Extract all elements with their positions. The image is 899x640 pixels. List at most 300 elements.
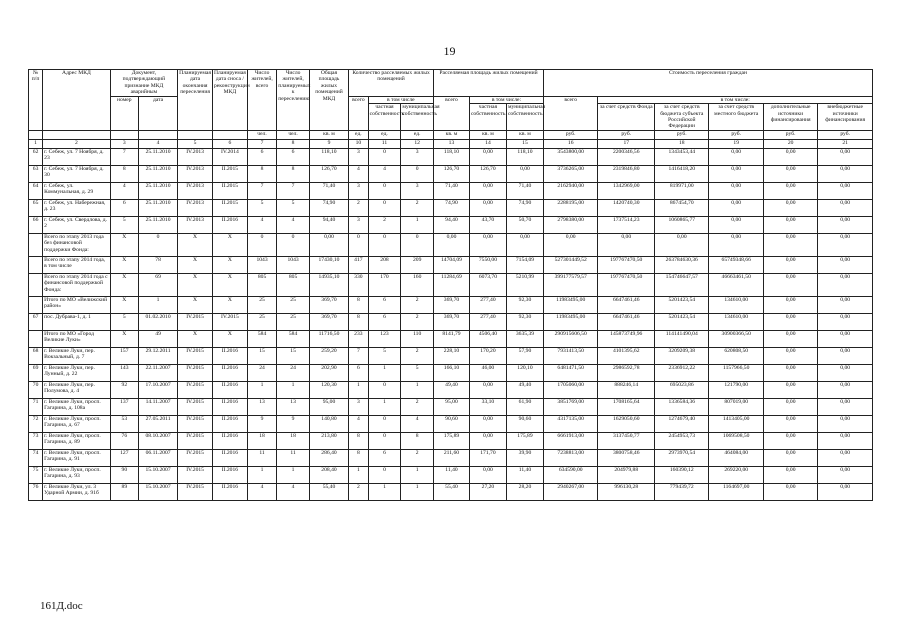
table-cell: 7931413,50 <box>543 347 597 364</box>
table-cell: 53 <box>110 415 138 432</box>
table-cell: 0,00 <box>709 233 763 256</box>
table-cell: 11,40 <box>506 466 543 483</box>
table-row <box>29 182 873 199</box>
table-cell: 1043 <box>247 256 276 273</box>
table-cell: II.2016 <box>213 432 248 449</box>
table-cell: 584 <box>247 330 276 347</box>
table-cell: II.2016 <box>213 364 248 381</box>
table-cell: 1413405,00 <box>709 415 763 432</box>
table-cell: 2454953,73 <box>655 432 709 449</box>
table-cell: 0,00 <box>434 233 470 256</box>
table-cell: 8 <box>401 432 434 449</box>
unit-cell: чел. <box>247 130 276 139</box>
table-cell: 0,00 <box>818 398 873 415</box>
table-cell: 369,70 <box>434 296 470 313</box>
col-count-private: частная собственность <box>368 104 401 131</box>
table-cell: 06.11.2007 <box>138 449 177 466</box>
table-cell: X <box>213 256 248 273</box>
table-cell: 76 <box>29 483 43 500</box>
table-cell: 95,00 <box>309 398 348 415</box>
table-cell: 46663461,50 <box>709 273 763 296</box>
table-cell: 8 <box>349 449 369 466</box>
table-cell: 0 <box>368 466 401 483</box>
table-cell: 0,00 <box>818 199 873 216</box>
table-cell: 213,80 <box>309 432 348 449</box>
table-cell: 94,40 <box>434 216 470 233</box>
table-cell: 6647461,46 <box>598 296 655 313</box>
table-cell: 5 <box>368 347 401 364</box>
table-cell: 0,00 <box>818 148 873 165</box>
table-cell: 6 <box>110 199 138 216</box>
table-cell: 1 <box>401 483 434 500</box>
table-cell: 0,00 <box>818 165 873 182</box>
table-cell: 0,00 <box>709 148 763 165</box>
table-cell: IV.2013 <box>178 148 213 165</box>
table-cell: IV.2015 <box>178 466 213 483</box>
unit-cell: ед. <box>368 130 401 139</box>
table-cell: 67 <box>29 313 43 330</box>
unit-cell: ед. <box>349 130 369 139</box>
table-cell: 7550,00 <box>469 256 506 273</box>
table-cell: 0,00 <box>818 296 873 313</box>
table-cell: 6 <box>277 148 310 165</box>
address-cell: г. Великие Луки, просп. Гагарина, д. 67 <box>43 415 111 432</box>
table-cell: 0 <box>247 233 276 256</box>
table-cell: IV.2014 <box>213 148 248 165</box>
table-cell <box>29 256 43 273</box>
table-cell: 25.11.2010 <box>138 182 177 199</box>
table-cell: IV.2015 <box>178 381 213 398</box>
table-cell: 290915606,50 <box>543 330 597 347</box>
table-cell: 18 <box>247 432 276 449</box>
table-cell: 28,20 <box>506 483 543 500</box>
table-cell: 369,70 <box>309 296 348 313</box>
table-cell: 0,00 <box>818 449 873 466</box>
table-cell: 2 <box>401 313 434 330</box>
table-cell: II.2016 <box>213 483 248 500</box>
table-cell: 209 <box>401 256 434 273</box>
table-cell: II.2015 <box>213 199 248 216</box>
table-cell: 1043 <box>277 256 310 273</box>
table-cell: 0,00 <box>469 148 506 165</box>
table-cell: IV.2013 <box>178 199 213 216</box>
table-cell: 64 <box>29 182 43 199</box>
table-cell: 3635,39 <box>506 330 543 347</box>
table-cell: 1705060,00 <box>543 381 597 398</box>
table-cell: 0,00 <box>763 199 817 216</box>
table-cell: 7 <box>247 182 276 199</box>
table-cell: 0,00 <box>469 432 506 449</box>
table-cell: 50,70 <box>506 216 543 233</box>
table-cell: 208,40 <box>309 466 348 483</box>
address-cell: г. Великие Луки, просп. Гагарина, д. 89 <box>43 432 111 449</box>
table-cell: 9 <box>277 415 310 432</box>
table-cell: 170 <box>368 273 401 296</box>
unit-cell: руб. <box>655 130 709 139</box>
table-cell: 18 <box>277 432 310 449</box>
table-cell: 154746647,57 <box>655 273 709 296</box>
table-cell: 55,40 <box>309 483 348 500</box>
table-cell: 7238813,00 <box>543 449 597 466</box>
table-cell: 160390,12 <box>655 466 709 483</box>
units-row <box>29 130 873 139</box>
address-cell: г. Великие Луки, просп. Гагарина, д. 91 <box>43 449 111 466</box>
table-cell: 2 <box>401 347 434 364</box>
table-cell: 417 <box>349 256 369 273</box>
column-index-cell: 8 <box>277 139 310 148</box>
table-cell: 17.10.2007 <box>138 381 177 398</box>
table-cell: 5 <box>247 199 276 216</box>
col-cost-offbudget: внебюджетные источники финансирования <box>818 104 873 131</box>
table-cell: 3543800,00 <box>543 148 597 165</box>
table-cell: 695023,86 <box>655 381 709 398</box>
table-cell: 95,00 <box>434 398 470 415</box>
column-index-cell: 11 <box>368 139 401 148</box>
table-cell: 0,00 <box>763 449 817 466</box>
table-cell: 8 <box>349 296 369 313</box>
table-cell: 204979,88 <box>598 466 655 483</box>
table-cell: 46,00 <box>469 364 506 381</box>
table-cell: 620808,50 <box>709 347 763 364</box>
table-cell: 0 <box>368 415 401 432</box>
table-cell: 9 <box>247 415 276 432</box>
table-cell: 0,00 <box>763 364 817 381</box>
table-cell: 55,40 <box>434 483 470 500</box>
table-cell: 1 <box>349 466 369 483</box>
table-cell: 92,30 <box>506 313 543 330</box>
table-row <box>29 165 873 182</box>
table-cell: 269220,00 <box>709 466 763 483</box>
table-cell: 2798380,00 <box>543 216 597 233</box>
address-cell: г. Себеж, ул. Коммунальная, д. 29 <box>43 182 111 199</box>
table-cell: 90,60 <box>506 415 543 432</box>
table-cell: 118,10 <box>309 148 348 165</box>
col-cost-fund: за счет средств Фонда <box>598 104 655 131</box>
table-cell: 0,00 <box>598 233 655 256</box>
table-cell: 0,00 <box>506 233 543 256</box>
address-cell: г. Великие Луки, просп. Гагарина, д. 93 <box>43 466 111 483</box>
unit-cell <box>29 130 43 139</box>
table-cell: 2 <box>349 199 369 216</box>
table-row <box>29 347 873 364</box>
unit-cell <box>110 130 138 139</box>
table-row <box>29 415 873 432</box>
col-cost-incl: в том числе: <box>598 96 873 103</box>
table-cell: 5201423,54 <box>655 296 709 313</box>
table-cell: 2 <box>349 483 369 500</box>
address-cell: г. Великие Луки, просп. Гагарина, д. 108а <box>43 398 111 415</box>
table-cell: 72 <box>29 415 43 432</box>
table-cell: 3137450,77 <box>598 432 655 449</box>
table-cell: 01.02.2010 <box>138 313 177 330</box>
table-cell: 197767470,50 <box>598 273 655 296</box>
table-cell: 43,70 <box>469 216 506 233</box>
table-cell: X <box>213 296 248 313</box>
table-cell: 94,40 <box>309 216 348 233</box>
table-body <box>29 148 873 500</box>
table-cell: 11716,50 <box>309 330 348 347</box>
table-row <box>29 148 873 165</box>
table-cell: 197767470,50 <box>598 256 655 273</box>
address-cell: г. Великие Луки, пер. Вокзальный, д. 7 <box>43 347 111 364</box>
table-cell: 120,30 <box>309 381 348 398</box>
table-cell: 1 <box>401 216 434 233</box>
table-cell: 0,00 <box>818 256 873 273</box>
col-num: № п/п <box>29 70 43 131</box>
column-index-cell: 13 <box>434 139 470 148</box>
table-row <box>29 432 873 449</box>
table-row <box>29 398 873 415</box>
table-cell: 90,60 <box>434 415 470 432</box>
table-cell: X <box>178 256 213 273</box>
column-index-cell: 18 <box>655 139 709 148</box>
table-cell: 30900366,50 <box>709 330 763 347</box>
table-row <box>29 233 873 256</box>
resettlement-table <box>28 69 873 501</box>
table-cell: 0,00 <box>763 233 817 256</box>
footer-filename: 161Д.doc <box>40 600 83 612</box>
table-cell: 2288195,00 <box>543 199 597 216</box>
table-cell: 8 <box>110 165 138 182</box>
table-cell: 140,80 <box>309 415 348 432</box>
column-index-cell: 6 <box>213 139 248 148</box>
table-cell: 1420740,30 <box>598 199 655 216</box>
table-cell: 24 <box>247 364 276 381</box>
table-cell: 92 <box>110 381 138 398</box>
table-cell: 0 <box>349 233 369 256</box>
table-cell: 3 <box>349 398 369 415</box>
table-cell: 1069508,50 <box>709 432 763 449</box>
table-cell: 11284,69 <box>434 273 470 296</box>
table-cell: 8 <box>349 432 369 449</box>
table-cell: 0,00 <box>709 199 763 216</box>
table-row <box>29 449 873 466</box>
table-cell: IV.2015 <box>178 313 213 330</box>
table-cell: 71,40 <box>506 182 543 199</box>
table-cell: 888246,14 <box>598 381 655 398</box>
table-cell: X <box>213 330 248 347</box>
table-cell: 74,90 <box>309 199 348 216</box>
table-cell: 69 <box>29 364 43 381</box>
table-cell: 819971,00 <box>655 182 709 199</box>
table-cell: 5 <box>110 216 138 233</box>
table-cell: 0,00 <box>818 415 873 432</box>
col-residents-plan: Число жителей, планируемых к переселению <box>277 70 310 131</box>
table-cell: 70 <box>29 381 43 398</box>
table-cell: 3209209,38 <box>655 347 709 364</box>
table-cell: 0,00 <box>818 216 873 233</box>
table-cell: 1629050,60 <box>598 415 655 432</box>
column-index-cell: 16 <box>543 139 597 148</box>
col-area-total: всего <box>434 96 470 130</box>
table-cell: 1342969,00 <box>598 182 655 199</box>
table-cell: 0,00 <box>763 216 817 233</box>
table-cell: 0,00 <box>763 466 817 483</box>
address-cell: Всего по этапу 2014 года с финансовой поддержкой Фонда: <box>43 273 111 296</box>
table-cell: 49 <box>138 330 177 347</box>
col-cost-total: всего <box>543 96 597 130</box>
table-cell: X <box>178 233 213 256</box>
table-row <box>29 381 873 398</box>
address-cell: Всего по этапу 2014 года, в том числе <box>43 256 111 273</box>
table-cell: 6661913,00 <box>543 432 597 449</box>
table-cell: IV.2013 <box>178 165 213 182</box>
table-cell: 14.11.2007 <box>138 398 177 415</box>
table-cell: 0,00 <box>655 233 709 256</box>
unit-cell: руб. <box>818 130 873 139</box>
table-cell: 1060865,77 <box>655 216 709 233</box>
unit-cell <box>178 130 213 139</box>
table-cell: 90 <box>110 466 138 483</box>
table-cell: 1 <box>401 381 434 398</box>
table-cell: II.2016 <box>213 449 248 466</box>
table-cell: 4 <box>401 415 434 432</box>
table-cell: 2319846,80 <box>598 165 655 182</box>
table-cell: 0,00 <box>763 432 817 449</box>
table-cell: X <box>110 330 138 347</box>
unit-cell: руб. <box>709 130 763 139</box>
table-cell <box>29 273 43 296</box>
table-cell: 0,00 <box>763 273 817 296</box>
table-cell: 0,00 <box>506 165 543 182</box>
table-cell: 160 <box>401 273 434 296</box>
column-index-cell: 20 <box>763 139 817 148</box>
table-cell: 2200346,56 <box>598 148 655 165</box>
table-cell: 71 <box>29 398 43 415</box>
table-cell: 0,00 <box>763 347 817 364</box>
table-cell: 1 <box>247 381 276 398</box>
table-cell: 330 <box>349 273 369 296</box>
table-cell: 3 <box>401 148 434 165</box>
col-address: Адрес МКД <box>43 70 111 131</box>
table-cell: X <box>178 273 213 296</box>
table-cell: IV.2015 <box>178 364 213 381</box>
col-document: Документ, подтверждающий признание МКД аварийным <box>110 70 178 97</box>
table-cell: 0,00 <box>709 182 763 199</box>
table-cell: 2973970,54 <box>655 449 709 466</box>
table-cell: 11 <box>247 449 276 466</box>
table-cell: X <box>110 256 138 273</box>
address-cell: г. Себеж, ул. 7 Ноября, д. 30 <box>43 165 111 182</box>
table-cell: 6 <box>368 313 401 330</box>
address-cell: Итого по МО «Город Великие Луки» <box>43 330 111 347</box>
col-count-incl: в том числе <box>368 96 433 103</box>
table-cell: X <box>178 330 213 347</box>
table-cell: 4 <box>277 483 310 500</box>
table-cell: 0,00 <box>763 313 817 330</box>
table-cell: 6 <box>349 364 369 381</box>
table-cell: 57,90 <box>506 347 543 364</box>
table-cell: 263784630,36 <box>655 256 709 273</box>
table-cell: 867454,70 <box>655 199 709 216</box>
table-cell: 527301449,52 <box>543 256 597 273</box>
table-cell: 0 <box>401 233 434 256</box>
unit-cell: ед. <box>401 130 434 139</box>
table-cell: II.2015 <box>213 165 248 182</box>
table-row <box>29 296 873 313</box>
table-cell: 15 <box>247 347 276 364</box>
table-cell: 4 <box>349 415 369 432</box>
unit-cell: кв. м <box>469 130 506 139</box>
table-cell: 369,70 <box>434 313 470 330</box>
table-cell: 0,00 <box>763 256 817 273</box>
table-cell: 27,20 <box>469 483 506 500</box>
table-cell: 8 <box>277 165 310 182</box>
table-cell: II.2016 <box>213 466 248 483</box>
unit-cell: кв. м <box>434 130 470 139</box>
table-cell: 369,70 <box>309 313 348 330</box>
column-index-cell: 3 <box>110 139 138 148</box>
table-cell: II.2016 <box>213 216 248 233</box>
table-cell: X <box>213 233 248 256</box>
table-cell: 175,89 <box>434 432 470 449</box>
table-cell: 75 <box>29 466 43 483</box>
table-cell: 65749348,66 <box>709 256 763 273</box>
table-cell: 76 <box>110 432 138 449</box>
table-cell: 74,90 <box>506 199 543 216</box>
table-cell: II.2016 <box>213 347 248 364</box>
table-cell: 3851769,00 <box>543 398 597 415</box>
table-cell: 3800758,46 <box>598 449 655 466</box>
col-doc-date: дата <box>138 96 177 130</box>
table-cell: 49,40 <box>506 381 543 398</box>
table-cell: 805 <box>277 273 310 296</box>
table-cell: 8141,79 <box>434 330 470 347</box>
table-cell: 1 <box>138 296 177 313</box>
unit-cell <box>138 130 177 139</box>
table-cell: 71,40 <box>434 182 470 199</box>
table-cell: 68 <box>29 347 43 364</box>
table-cell: 0,00 <box>709 165 763 182</box>
table-cell: 0 <box>368 432 401 449</box>
table-cell: 0,00 <box>818 483 873 500</box>
table-cell: 89 <box>110 483 138 500</box>
table-cell: 25 <box>247 313 276 330</box>
table-cell: 277,40 <box>469 296 506 313</box>
table-cell: 25.11.2010 <box>138 216 177 233</box>
col-total-area: Общая площадь жилых помещений МКД <box>309 70 348 131</box>
table-cell: 0 <box>368 182 401 199</box>
table-cell: 14704,09 <box>434 256 470 273</box>
table-cell: 0,00 <box>763 415 817 432</box>
table-cell: 1 <box>349 381 369 398</box>
table-cell: 25 <box>277 313 310 330</box>
table-cell: 286,40 <box>309 449 348 466</box>
table-cell: 0,00 <box>763 330 817 347</box>
table-cell: 8 <box>247 165 276 182</box>
table-row <box>29 273 873 296</box>
table-cell: 29.12.2011 <box>138 347 177 364</box>
table-row <box>29 330 873 347</box>
table-cell: 1 <box>401 466 434 483</box>
table-cell: 5210,99 <box>506 273 543 296</box>
col-residents: Число жителей, всего <box>247 70 276 131</box>
table-cell: 6 <box>368 449 401 466</box>
table-cell: 2940267,00 <box>543 483 597 500</box>
table-cell: 259,20 <box>309 347 348 364</box>
col-plan-end: Планируемая дата окончания переселения <box>178 70 213 131</box>
table-cell <box>29 296 43 313</box>
table-cell: 39,90 <box>506 449 543 466</box>
column-index-cell: 17 <box>598 139 655 148</box>
table-cell: 1274679,40 <box>655 415 709 432</box>
table-cell: 13 <box>247 398 276 415</box>
table-cell: 0,00 <box>763 182 817 199</box>
page-number: 19 <box>443 44 456 58</box>
table-cell: IV.2015 <box>178 398 213 415</box>
unit-cell: руб. <box>543 130 597 139</box>
table-cell: II.2016 <box>213 398 248 415</box>
